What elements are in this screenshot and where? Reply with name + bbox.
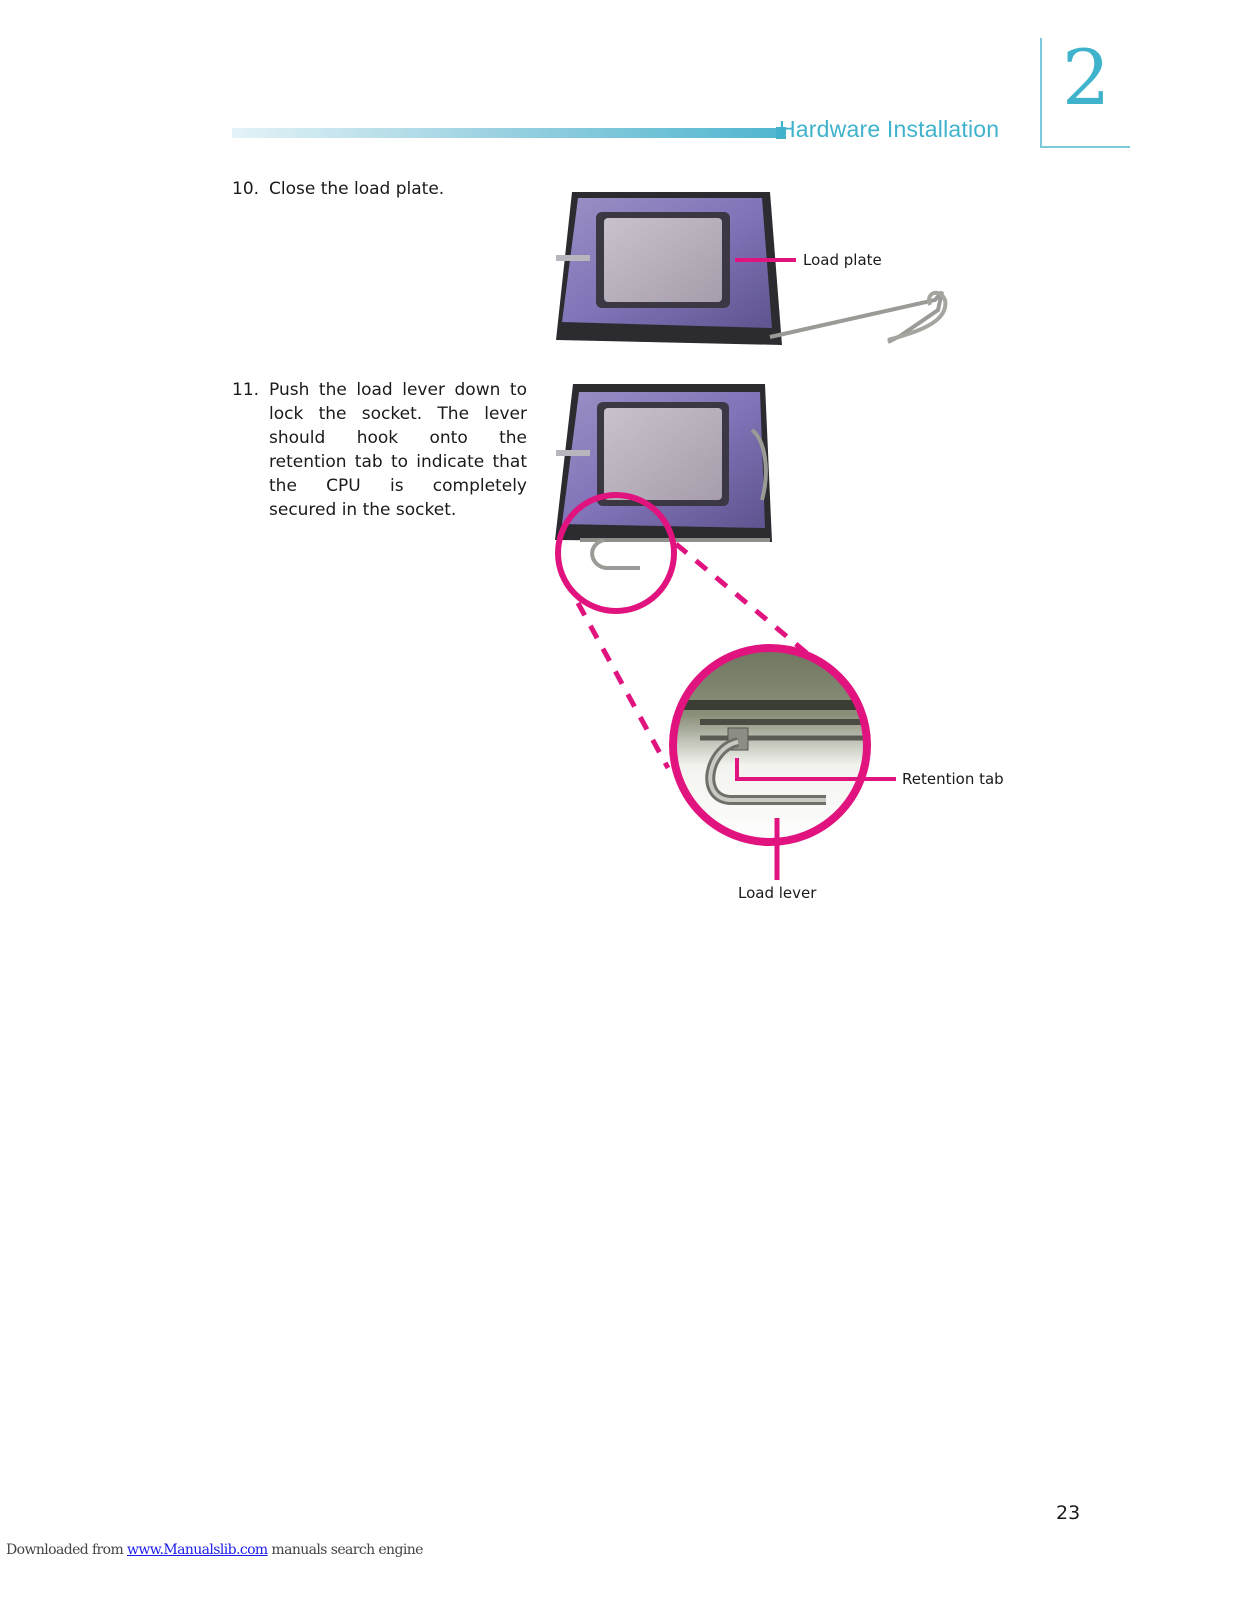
retention-tab-label: Retention tab: [902, 770, 1004, 788]
step-number: 11.: [232, 380, 260, 400]
manualslib-link[interactable]: www.Manualslib.com: [127, 1542, 268, 1558]
step-text: Push the load lever down to lock the socket. The lever should hook onto the retention tab to indicate that the CPU is completely secured in the socket.: [269, 380, 527, 520]
zoom-connector-left: [578, 603, 668, 768]
footer-suffix: manuals search engine: [267, 1542, 423, 1558]
socket-photo-lever-locked: [555, 384, 772, 568]
socket-photo-load-plate-closed: [556, 192, 945, 345]
zoom-connector-right: [676, 544, 815, 660]
section-title: Hardware Installation: [779, 116, 1000, 142]
step-number: 10.: [232, 179, 260, 199]
footer-prefix: Downloaded from: [6, 1542, 127, 1558]
download-footer: [6, 1542, 423, 1558]
page-number: 23: [1056, 1502, 1081, 1524]
load-plate-label: Load plate: [803, 251, 882, 269]
load-lever-label: Load lever: [738, 884, 817, 902]
chapter-number: 2: [1062, 33, 1111, 122]
step-text: Close the load plate.: [269, 179, 445, 199]
